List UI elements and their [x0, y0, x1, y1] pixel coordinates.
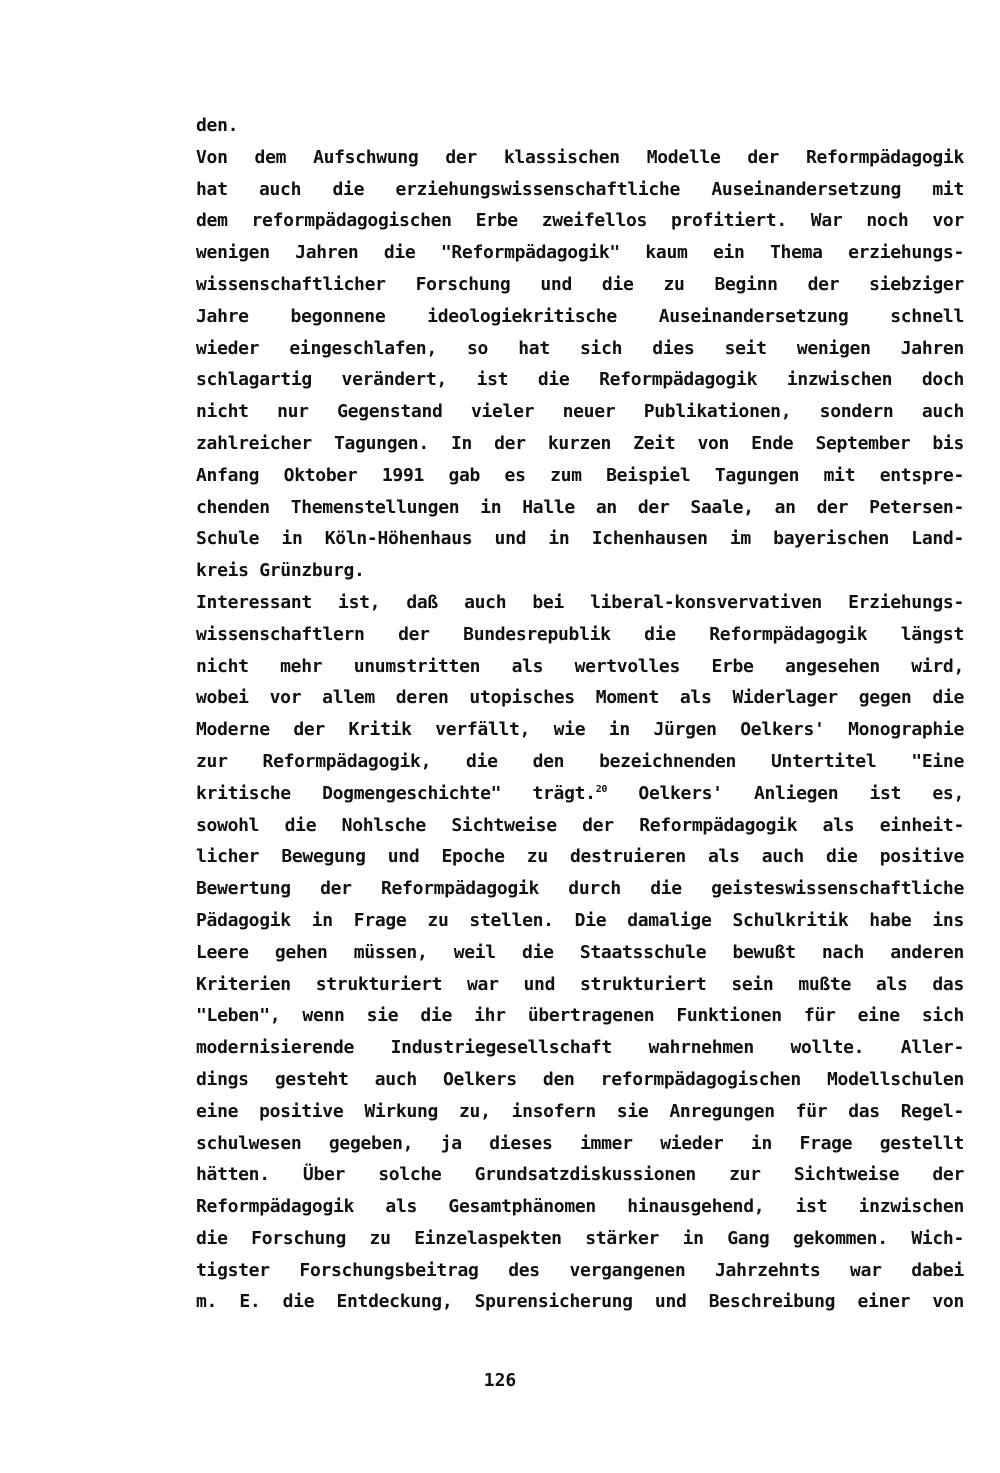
text-line: nicht nur Gegenstand vieler neuer Publikationen, sondern auch — [196, 401, 964, 423]
text-line: Interessant ist, daß auch bei liberal-konsvervativen Erziehungs- — [196, 591, 964, 613]
text-fragment: kritische Dogmengeschichte" trägt. — [196, 782, 596, 804]
text-line: wieder eingeschlafen, so hat sich dies seit wenigen Jahren — [196, 337, 964, 359]
text-line: zur Reformpädagogik, die den bezeichnenden Untertitel "Eine — [196, 750, 964, 772]
footnote-reference: 20 — [595, 783, 608, 795]
text-line: licher Bewegung und Epoche zu destruieren als auch die positive — [196, 846, 964, 868]
text-line: Leere gehen müssen, weil die Staatsschule bewußt nach anderen — [196, 941, 964, 963]
text-line: Pädagogik in Frage zu stellen. Die damalige Schulkritik habe ins — [196, 909, 964, 931]
text-line: zahlreicher Tagungen. In der kurzen Zeit von Ende September bis — [196, 432, 964, 454]
text-line: Kriterien strukturiert war und strukturiert sein mußte als das — [196, 973, 964, 995]
text-line: m. E. die Entdeckung, Spurensicherung und Beschreibung einer von — [196, 1291, 964, 1313]
text-fragment: Oelkers' Anliegen ist es, — [607, 782, 964, 804]
text-line: "Leben", wenn sie die ihr übertragenen Funktionen für eine sich — [196, 1005, 964, 1027]
text-line: chenden Themenstellungen in Halle an der Saale, an der Petersen- — [196, 496, 964, 518]
text-line: den. — [196, 115, 239, 136]
text-line: dem reformpädagogischen Erbe zweifellos profitiert. War noch vor — [196, 210, 964, 232]
body-text — [196, 110, 964, 1318]
text-line: Anfang Oktober 1991 gab es zum Beispiel Tagungen mit entspre- — [196, 464, 964, 486]
text-line: wenigen Jahren die "Reformpädagogik" kaum ein Thema erziehungs- — [196, 242, 964, 264]
text-line: wissenschaftlern der Bundesrepublik die Reformpädagogik längst — [196, 623, 964, 645]
text-line: eine positive Wirkung zu, insofern sie Anregungen für das Regel- — [196, 1100, 964, 1122]
text-line: schulwesen gegeben, ja dieses immer wieder in Frage gestellt — [196, 1132, 964, 1154]
text-line: Moderne der Kritik verfällt, wie in Jürgen Oelkers' Monographie — [196, 719, 964, 741]
text-line: schlagartig verändert, ist die Reformpädagogik inzwischen doch — [196, 369, 964, 391]
text-line: wissenschaftlicher Forschung und die zu Beginn der siebziger — [196, 273, 964, 295]
text-line: modernisierende Industriegesellschaft wahrnehmen wollte. Aller- — [196, 1037, 964, 1059]
text-line: hätten. Über solche Grundsatzdiskussionen zur Sichtweise der — [196, 1164, 964, 1186]
text-line: wobei vor allem deren utopisches Moment als Widerlager gegen die — [196, 687, 964, 709]
text-line: Reformpädagogik als Gesamtphänomen hinausgehend, ist inzwischen — [196, 1196, 964, 1218]
text-line-with-footnote — [196, 778, 964, 810]
text-line: kreis Grünzburg. — [196, 560, 365, 582]
text-line: Von dem Aufschwung der klassischen Modelle der Reformpädagogik — [196, 146, 964, 168]
text-line: tigster Forschungsbeitrag des vergangenen Jahrzehnts war dabei — [196, 1259, 964, 1281]
text-line: Schule in Köln-Höhenhaus und in Ichenhausen im bayerischen Land- — [196, 528, 964, 550]
text-line: sowohl die Nohlsche Sichtweise der Reformpädagogik als einheit- — [196, 814, 964, 836]
text-line: dings gesteht auch Oelkers den reformpädagogischen Modellschulen — [196, 1068, 964, 1090]
text-line: nicht mehr unumstritten als wertvolles Erbe angesehen wird, — [196, 655, 964, 677]
page-number: 126 — [483, 1370, 517, 1391]
text-line: hat auch die erziehungswissenschaftliche Auseinandersetzung mit — [196, 178, 964, 200]
text-line: Bewertung der Reformpädagogik durch die geisteswissenschaftliche — [196, 878, 964, 900]
text-line: die Forschung zu Einzelaspekten stärker in Gang gekommen. Wich- — [196, 1227, 964, 1249]
text-line: Jahre begonnene ideologiekritische Auseinandersetzung schnell — [196, 305, 964, 327]
